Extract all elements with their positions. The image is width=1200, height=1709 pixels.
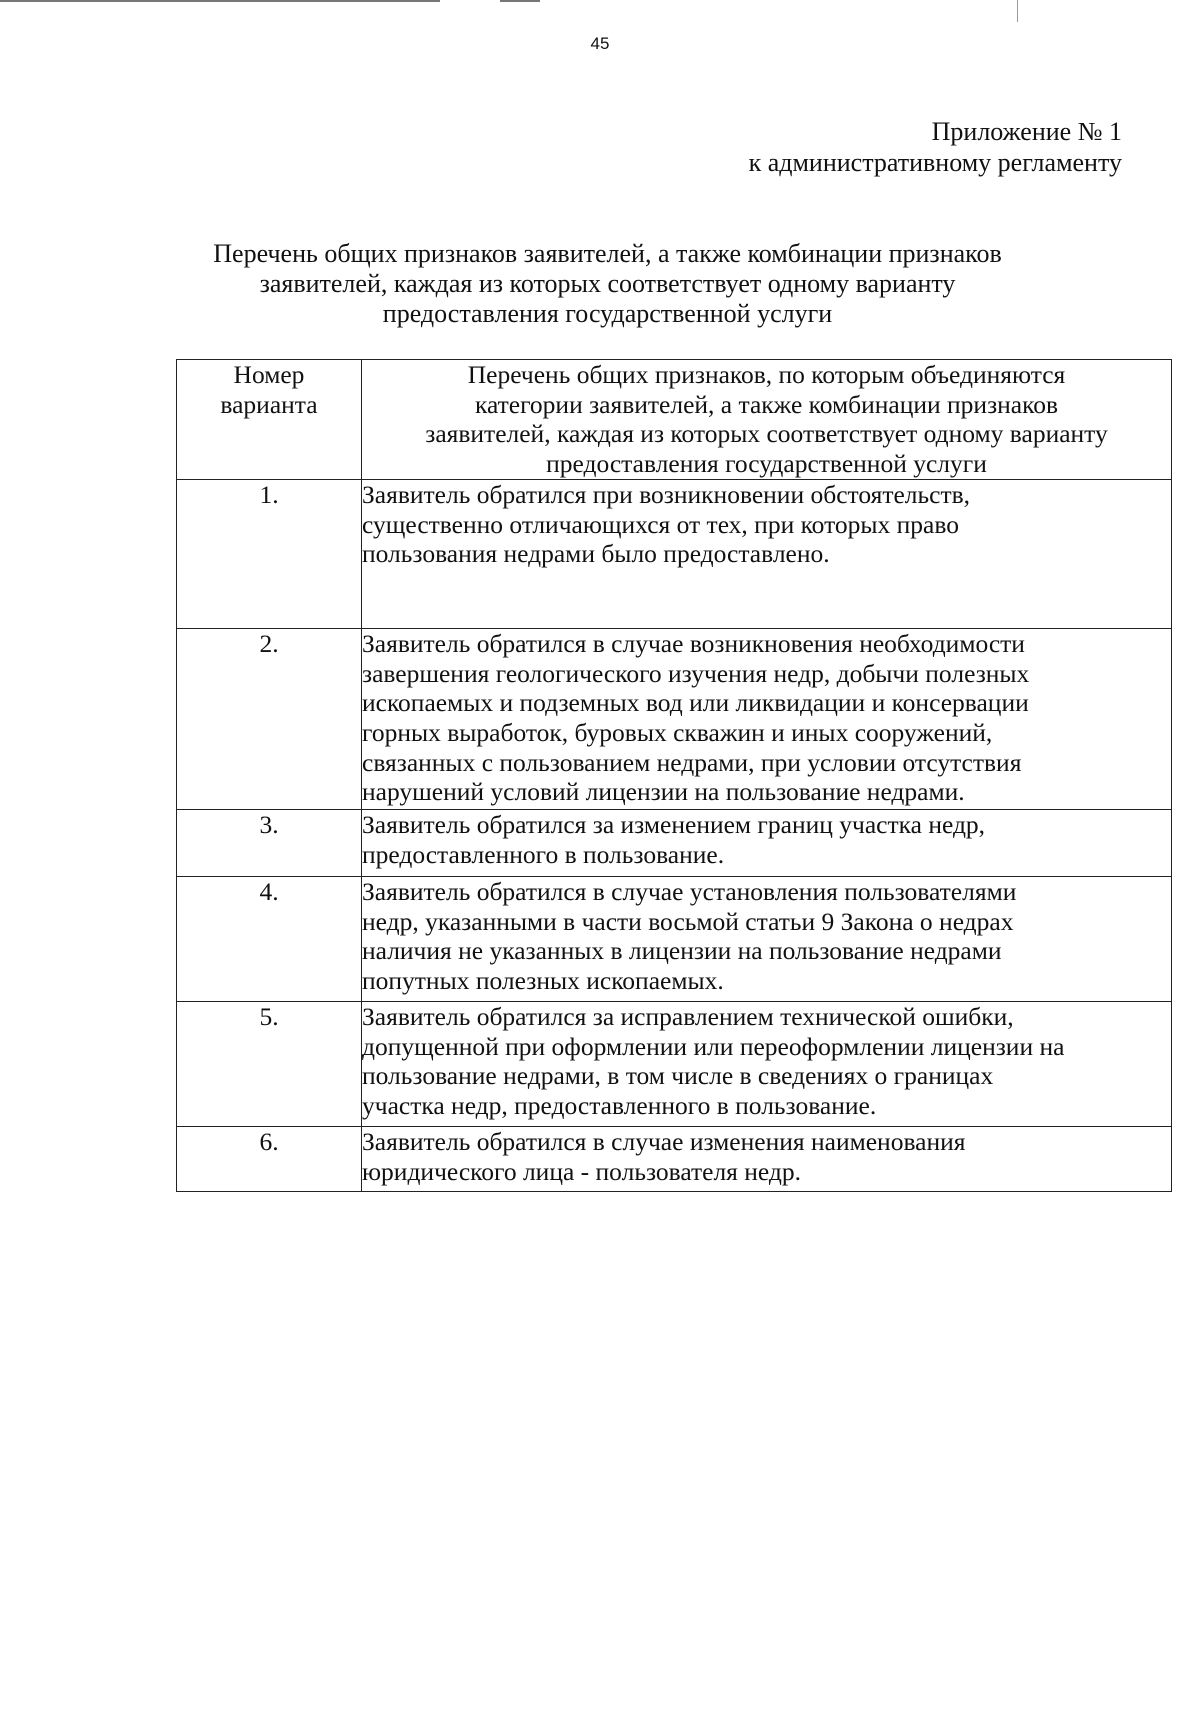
variant-number: 4. — [177, 876, 362, 1001]
page-number: 45 — [590, 34, 610, 53]
header-text: заявителей, каждая из которых соответствует одному варианту — [425, 419, 1108, 449]
description-line: горных выработок, буровых скважин и иных сооружений, — [362, 717, 993, 747]
title-line: Перечень общих признаков заявителей, а также комбинации признаков — [213, 239, 1002, 268]
description-line: наличия не указанных в лицензии на пользование недрами — [362, 936, 1002, 966]
variant-number: 1. — [177, 479, 362, 628]
variant-description — [362, 628, 1172, 809]
description-line: пользование недрами, в том числе в сведениях о границах — [362, 1061, 994, 1091]
header-text: варианта — [220, 389, 318, 419]
description-line: попутных полезных ископаемых. — [362, 965, 724, 995]
description-line: существенно отличающихся от тех, при которых право — [362, 509, 959, 539]
scan-edge-mark — [1017, 0, 1018, 22]
header-text: Номер — [233, 360, 305, 389]
description-line: недр, указанными в части восьмой статьи 9 Закона о недрах — [362, 906, 1014, 936]
description-line: нарушений условий лицензии на пользование недрами. — [362, 777, 965, 807]
description-line: завершения геологического изучения недр, добычи полезных — [362, 658, 1030, 688]
description-line: пользования недрами было предоставлено. — [362, 539, 830, 569]
description-line: участка недр, предоставленного в пользование. — [362, 1090, 877, 1120]
variants-table — [176, 359, 1172, 1192]
appendix-line: к административному регламенту — [748, 148, 1122, 177]
header-text: категории заявителей, а также комбинации признаков — [474, 389, 1058, 419]
variant-description — [362, 1126, 1172, 1191]
description-line: предоставленного в пользование. — [362, 839, 725, 869]
scan-edge-mark — [0, 0, 440, 2]
description-line: Заявитель обратился за изменением границ участка недр, — [362, 809, 986, 839]
table-row — [177, 876, 1172, 1001]
variant-number: 2. — [177, 628, 362, 809]
title-line: заявителей, каждая из которых соответствует одному варианту — [259, 269, 956, 298]
description-line: ископаемых и подземных вод или ликвидации и консервации — [362, 688, 1029, 718]
scan-edge-mark — [500, 0, 540, 2]
title-line: предоставления государственной услуги — [382, 299, 833, 328]
table-row — [177, 1126, 1172, 1191]
header-number-cell — [177, 360, 362, 480]
variant-description — [362, 1001, 1172, 1126]
variant-number: 3. — [177, 809, 362, 876]
description-line: Заявитель обратился в случае возникновения необходимости — [362, 628, 1025, 658]
table-row — [177, 809, 1172, 876]
description-line: Заявитель обратился за исправлением технической ошибки, — [362, 1001, 1014, 1031]
table-header-row — [177, 360, 1172, 480]
description-line: связанных с пользованием недрами, при условии отсутствия — [362, 747, 1022, 777]
header-description-cell — [362, 360, 1172, 480]
description-line: Заявитель обратился при возникновении обстоятельств, — [362, 479, 971, 509]
header-text: Перечень общих признаков, по которым объединяются — [467, 360, 1066, 389]
description-line: Заявитель обратился в случае изменения наименования — [362, 1126, 966, 1156]
table-row — [177, 1001, 1172, 1126]
variant-description — [362, 809, 1172, 876]
document-title — [160, 239, 1055, 329]
header-text: предоставления государственной услуги — [546, 449, 987, 479]
variant-description — [362, 876, 1172, 1001]
variant-description — [362, 479, 1172, 628]
description-line: допущенной при оформлении или переоформлении лицензии на — [362, 1031, 1065, 1061]
appendix-caption — [749, 116, 1122, 178]
table-row — [177, 628, 1172, 809]
appendix-line: Приложение № 1 — [931, 117, 1122, 146]
table-row — [177, 479, 1172, 628]
variant-number: 6. — [177, 1126, 362, 1191]
description-line: юридического лица - пользователя недр. — [362, 1156, 802, 1186]
variant-number: 5. — [177, 1001, 362, 1126]
description-line: Заявитель обратился в случае установления пользователями — [362, 876, 1017, 906]
